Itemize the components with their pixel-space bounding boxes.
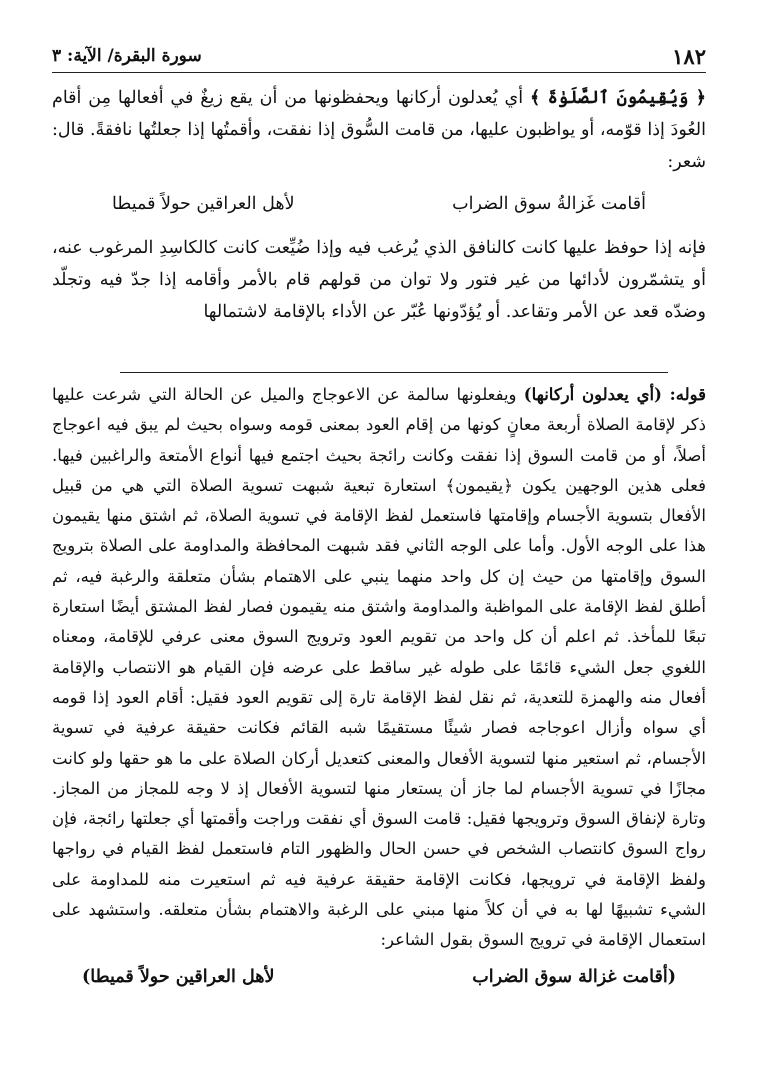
sura-verse-label: سورة البقرة/ الآية: ٣	[52, 46, 202, 66]
verse-second-hemistich: لأهل العراقين حولاً قميطا	[112, 194, 295, 214]
main-paragraph-2: فإنه إذا حوفظ عليها كانت كالنافق الذي يُرغب فيه وإذا ضُيِّعت كانت كالكاسِدِ المرغوب عنه، أو يتشمّرون لأدائها من غير فتور ولا توان من قولهم قام بالأمر وأقامه إذا جدّ فيه وتجلّد وضدّه قعد عن الأمر وتقاعد. أو يُؤدّونها عُبّر عن الأداء بالإقامة لاشتمالها	[52, 238, 706, 322]
commentary	[52, 380, 706, 992]
commentary-text: ويفعلونها سالمة عن الاعوجاج والميل عن الحالة التي شرعت عليها ذكر لإقامة الصلاة أربعة معانٍ كونها من إقام العود بمعنى قومه وسواه بحيث لم يبق فيه اعوجاج أصلاً، أو من قامت السوق إذا نفقت وكانت رائجة بحيث اجتمع فيها أنواع الأمتعة والراغبين فيها. فعلى هذين الوجهين يكون ﴿يقيمون﴾ استعارة تبعية شبهت تسوية الصلاة التي هي من قبيل الأفعال بتسوية الأجسام وإقامتها فاستعمل لفظ الإقامة في تسوية الصلاة، ثم اشتق منها يقيمون هذا على الوجه الأول. وأما على الوجه الثاني فقد شبهت المحافظة والمداومة على الصلاة بترويج السوق وإقامتها من حيث إن كل واحد منهما ينبي على الاهتمام بشأن متعلقة والرغبة فيه، ثم أطلق لفظ الإقامة على المواظبة والمداومة واشتق منه يقيمون فصار لفظ المشتق أيضًا استعارة تبعًا للمأخذ. ثم اعلم أن كل واحد من تقويم العود وترويج السوق معنى عرفي للإقامة، ومعناه اللغوي جعل الشيء قائمًا على طوله غير ساقط على عرضه فإن القيام هو الانتصاب والإقامة أفعال منه والهمزة للتعدية، ثم نقل لفظ الإقامة تارة إلى تقويم العود فقيل: أقام العود إذا قومه أي سواه وأزال اعوجاجه فصار شيئًا مستقيمًا شبه القائم فكانت حقيقة عرفية في تسوية الأجسام، ثم استعير منها لتسوية الأفعال والمعنى كتعديل أركان الصلاة على ما هو حقها ولو كانت مجازًا في تسوية الأجسام لما جاز أن يستعار منها لتسوية الأفعال إذ لا وجه للمجاز من المجاز. وتارة لإنفاق السوق وترويجها فقيل: قامت السوق أي نفقت وراجت وأقمتها أي جعلتها رائجة، فإن رواج السوق كانتصاب الشخص في حسن الحال والظهور التام فاستعمل لفظ القيام في رواجها ولفظ الإقامة في ترويجها، فكانت الإقامة حقيقة عرفية فيه ثم استعيرت منه للمداومة على الشيء تشبيهًا لها به في أن كلاً منها مبني على الرغبة والاهتمام بشأن متعلقه. واستشهد على استعمال الإقامة في ترويج السوق بقول الشاعر:	[52, 385, 706, 950]
page-number: ١٨٢	[672, 44, 706, 69]
commentary-verse-second: لأهل العراقين حولاً قميطا)	[82, 966, 275, 987]
poetry-verse	[112, 188, 646, 220]
commentary-lead: قوله: (أي يعدلون أركانها)	[523, 385, 707, 404]
main-paragraph-1-text: أي يُعدلون أركانها ويحفظونها من أن يقع زيغٌ في أفعالها مِن أقام العُودَ إذا قوّمه، أو يواظبون عليها، من قامت السُّوق إذا نفقت، وأقمتُها إذا جعلتُها نافقةً. قال: شعر:	[52, 88, 706, 172]
verse-first-hemistich: أقامت غَزالةُ سوق الضراب	[452, 194, 646, 214]
commentary-verse-first: (أقامت غزالة سوق الضراب	[472, 966, 676, 987]
main-paragraph-1	[52, 82, 706, 178]
commentary-verse	[82, 962, 676, 992]
commentary-paragraph	[52, 380, 706, 956]
footnote-divider	[120, 372, 668, 373]
quran-quote: ﴿ وَيُقِيمُونَ ٱلصَّلَوٰةَ ﴾	[529, 88, 706, 108]
page-header	[52, 42, 706, 73]
main-text	[52, 82, 706, 328]
